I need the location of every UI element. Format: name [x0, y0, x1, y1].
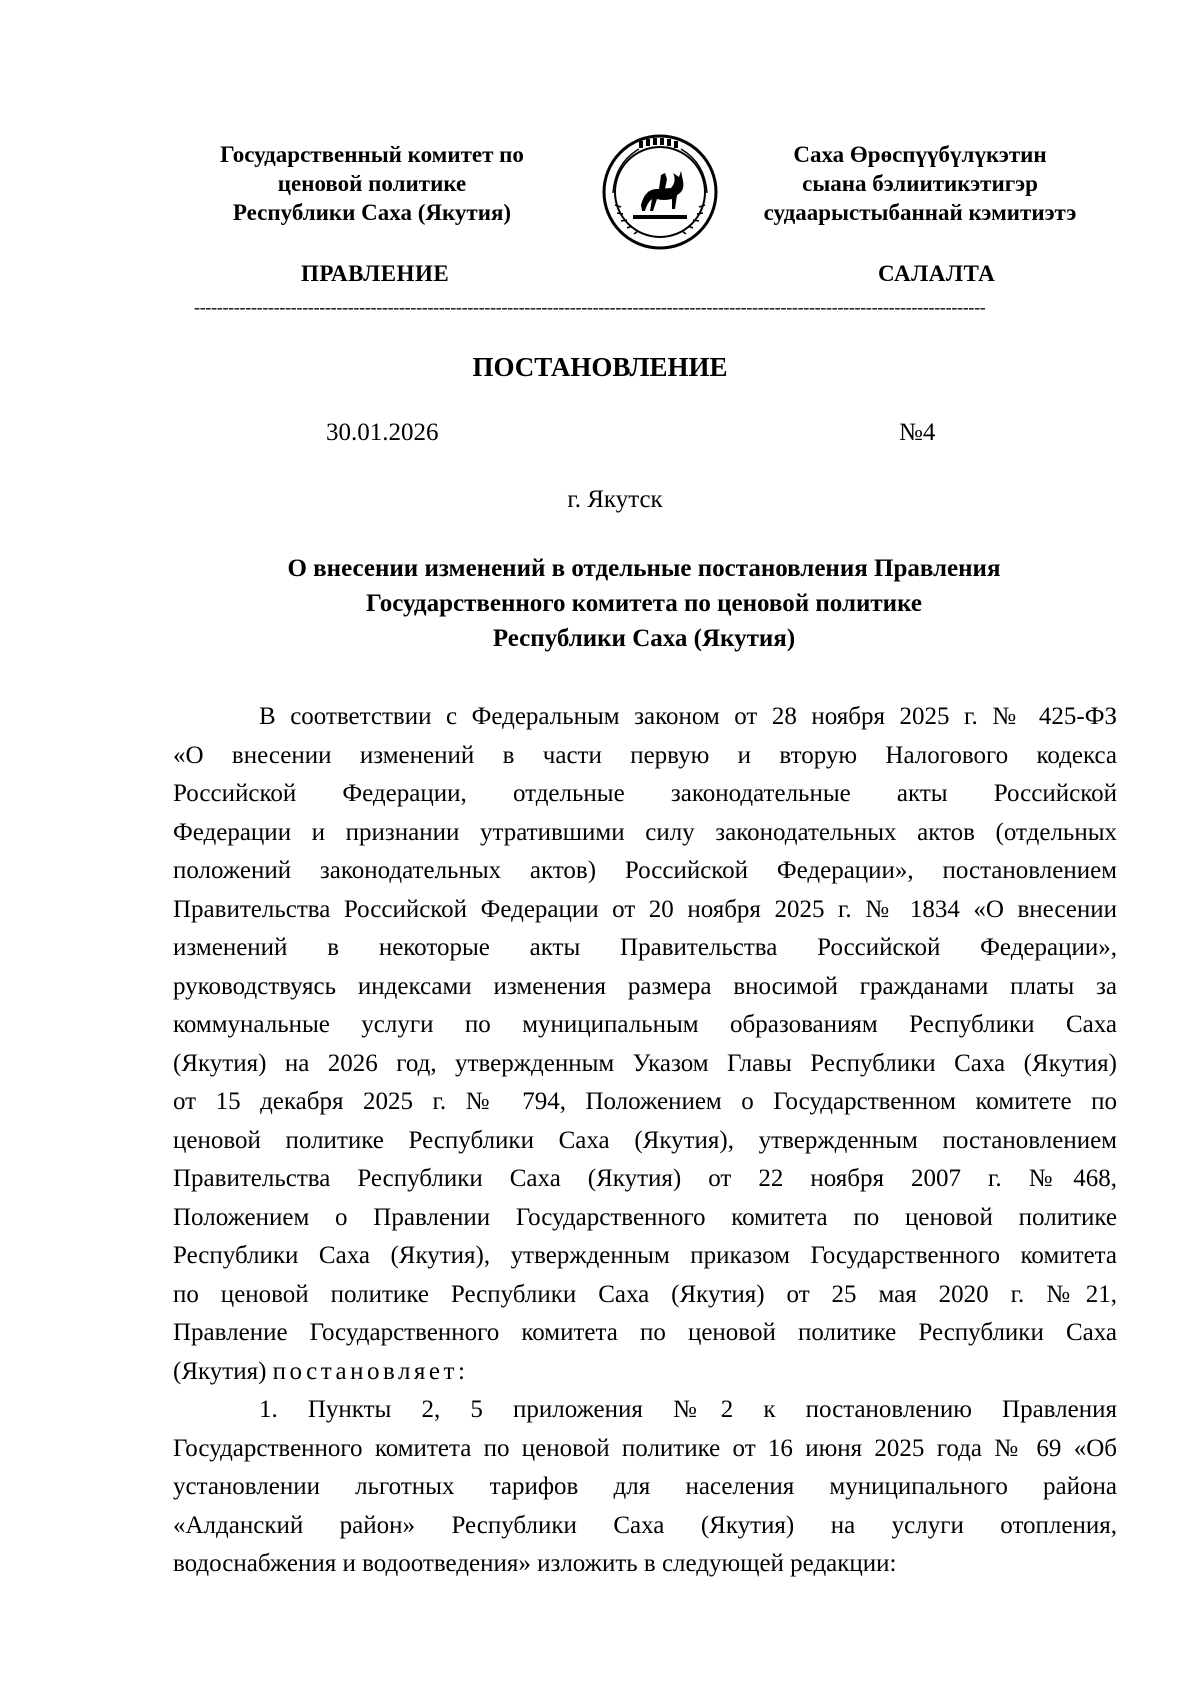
subject-line: Республики Саха (Якутия) [492, 625, 796, 652]
body-line-resolves [173, 1353, 1117, 1392]
subject-line: Государственного комитета по ценовой политике [366, 590, 922, 617]
document-body [173, 698, 1117, 1584]
body-line: Республики Саха (Якутия), утвержденным приказом Государственного комитета [173, 1242, 1117, 1269]
body-line: Государственного комитета по ценовой политике от 16 июня 2025 года № 69 «Об [173, 1434, 1117, 1462]
body-line: ценовой политике Республики Саха (Якутия), утвержденным постановлением [173, 1126, 1117, 1154]
header-right-line: судаарыстыбаннай кэмитиэтэ [763, 200, 1077, 225]
document-title: ПОСТАНОВЛЕНИЕ [472, 352, 728, 382]
header-left-line: ценовой политике [277, 171, 467, 196]
body-line: «О внесении изменений в части первую и вторую Налогового кодекса [173, 741, 1117, 769]
coat-of-arms-emblem-icon [601, 133, 719, 251]
body-line: положений законодательных актов) Российской Федерации», постановлением [173, 857, 1117, 884]
document-city: г. Якутск [567, 486, 663, 513]
document-number: №4 [899, 419, 936, 446]
header-left-line: Государственный комитет по [220, 142, 524, 167]
document-subject [176, 551, 1112, 656]
header-right-authority [730, 140, 1110, 227]
resolves-prefix: (Якутия) [173, 1357, 267, 1385]
body-line: по ценовой политике Республики Саха (Якутия) от 25 мая 2020 г. №21, [173, 1280, 1117, 1308]
header-right-line: Саха Өрөспүүбүлүкэтин [793, 142, 1047, 167]
body-line: руководствуясь индексами изменения размера вносимой гражданами платы за [173, 972, 1117, 1000]
body-line: установлении льготных тарифов для населения муниципального района [173, 1473, 1117, 1500]
body-line: водоснабжения и водоотведения» изложить в следующей редакции: [173, 1550, 897, 1577]
header-left-authority [182, 140, 562, 227]
body-line: от 15 декабря 2025 г. № 794, Положением о Государственном комитете по [173, 1088, 1117, 1115]
board-label-sah: САЛАЛТА [878, 261, 996, 286]
body-line: Российской Федерации, отдельные законодательные акты Российской [173, 780, 1117, 807]
body-line: коммунальные услуги по муниципальным образованиям Республики Саха [173, 1011, 1117, 1038]
header-right-line: сыана бэлиитикэтигэр [802, 171, 1038, 196]
body-line: В соответствии с Федеральным законом от 28 ноября 2025 г. № 425-ФЗ [259, 703, 1117, 730]
document-date: 30.01.2026 [326, 419, 439, 446]
separator-line: ------------------------------------------------------------------------------------------------------------------------------------------- [194, 298, 986, 316]
header-left-line: Республики Саха (Якутия) [232, 200, 512, 225]
body-line: Правительства Республики Саха (Якутия) от 22 ноября 2007 г. №468, [173, 1165, 1117, 1192]
body-line: (Якутия) на 2026 год, утвержденным Указом Главы Республики Саха (Якутия) [173, 1049, 1117, 1077]
body-line: Правительства Российской Федерации от 20 ноября 2025 г. № 1834 «О внесении [173, 895, 1117, 923]
body-line: Положением о Правлении Государственного комитета по ценовой политике [173, 1203, 1117, 1231]
resolves-word: постановляет: [272, 1357, 469, 1385]
board-label-ru: ПРАВЛЕНИЕ [301, 261, 450, 286]
body-line: Федерации и признании утратившими силу законодательных актов (отдельных [173, 818, 1117, 846]
body-line: изменений в некоторые акты Правительства Российской Федерации», [173, 934, 1117, 961]
subject-line: О внесении изменений в отдельные постановления Правления [287, 555, 1001, 582]
body-line: 1. Пункты 2, 5 приложения №2 к постановлению Правления [259, 1396, 1117, 1423]
body-line: «Алданский район» Республики Саха (Якутия) на услуги отопления, [173, 1511, 1117, 1539]
body-line: Правление Государственного комитета по ценовой политике Республики Саха [173, 1319, 1117, 1346]
